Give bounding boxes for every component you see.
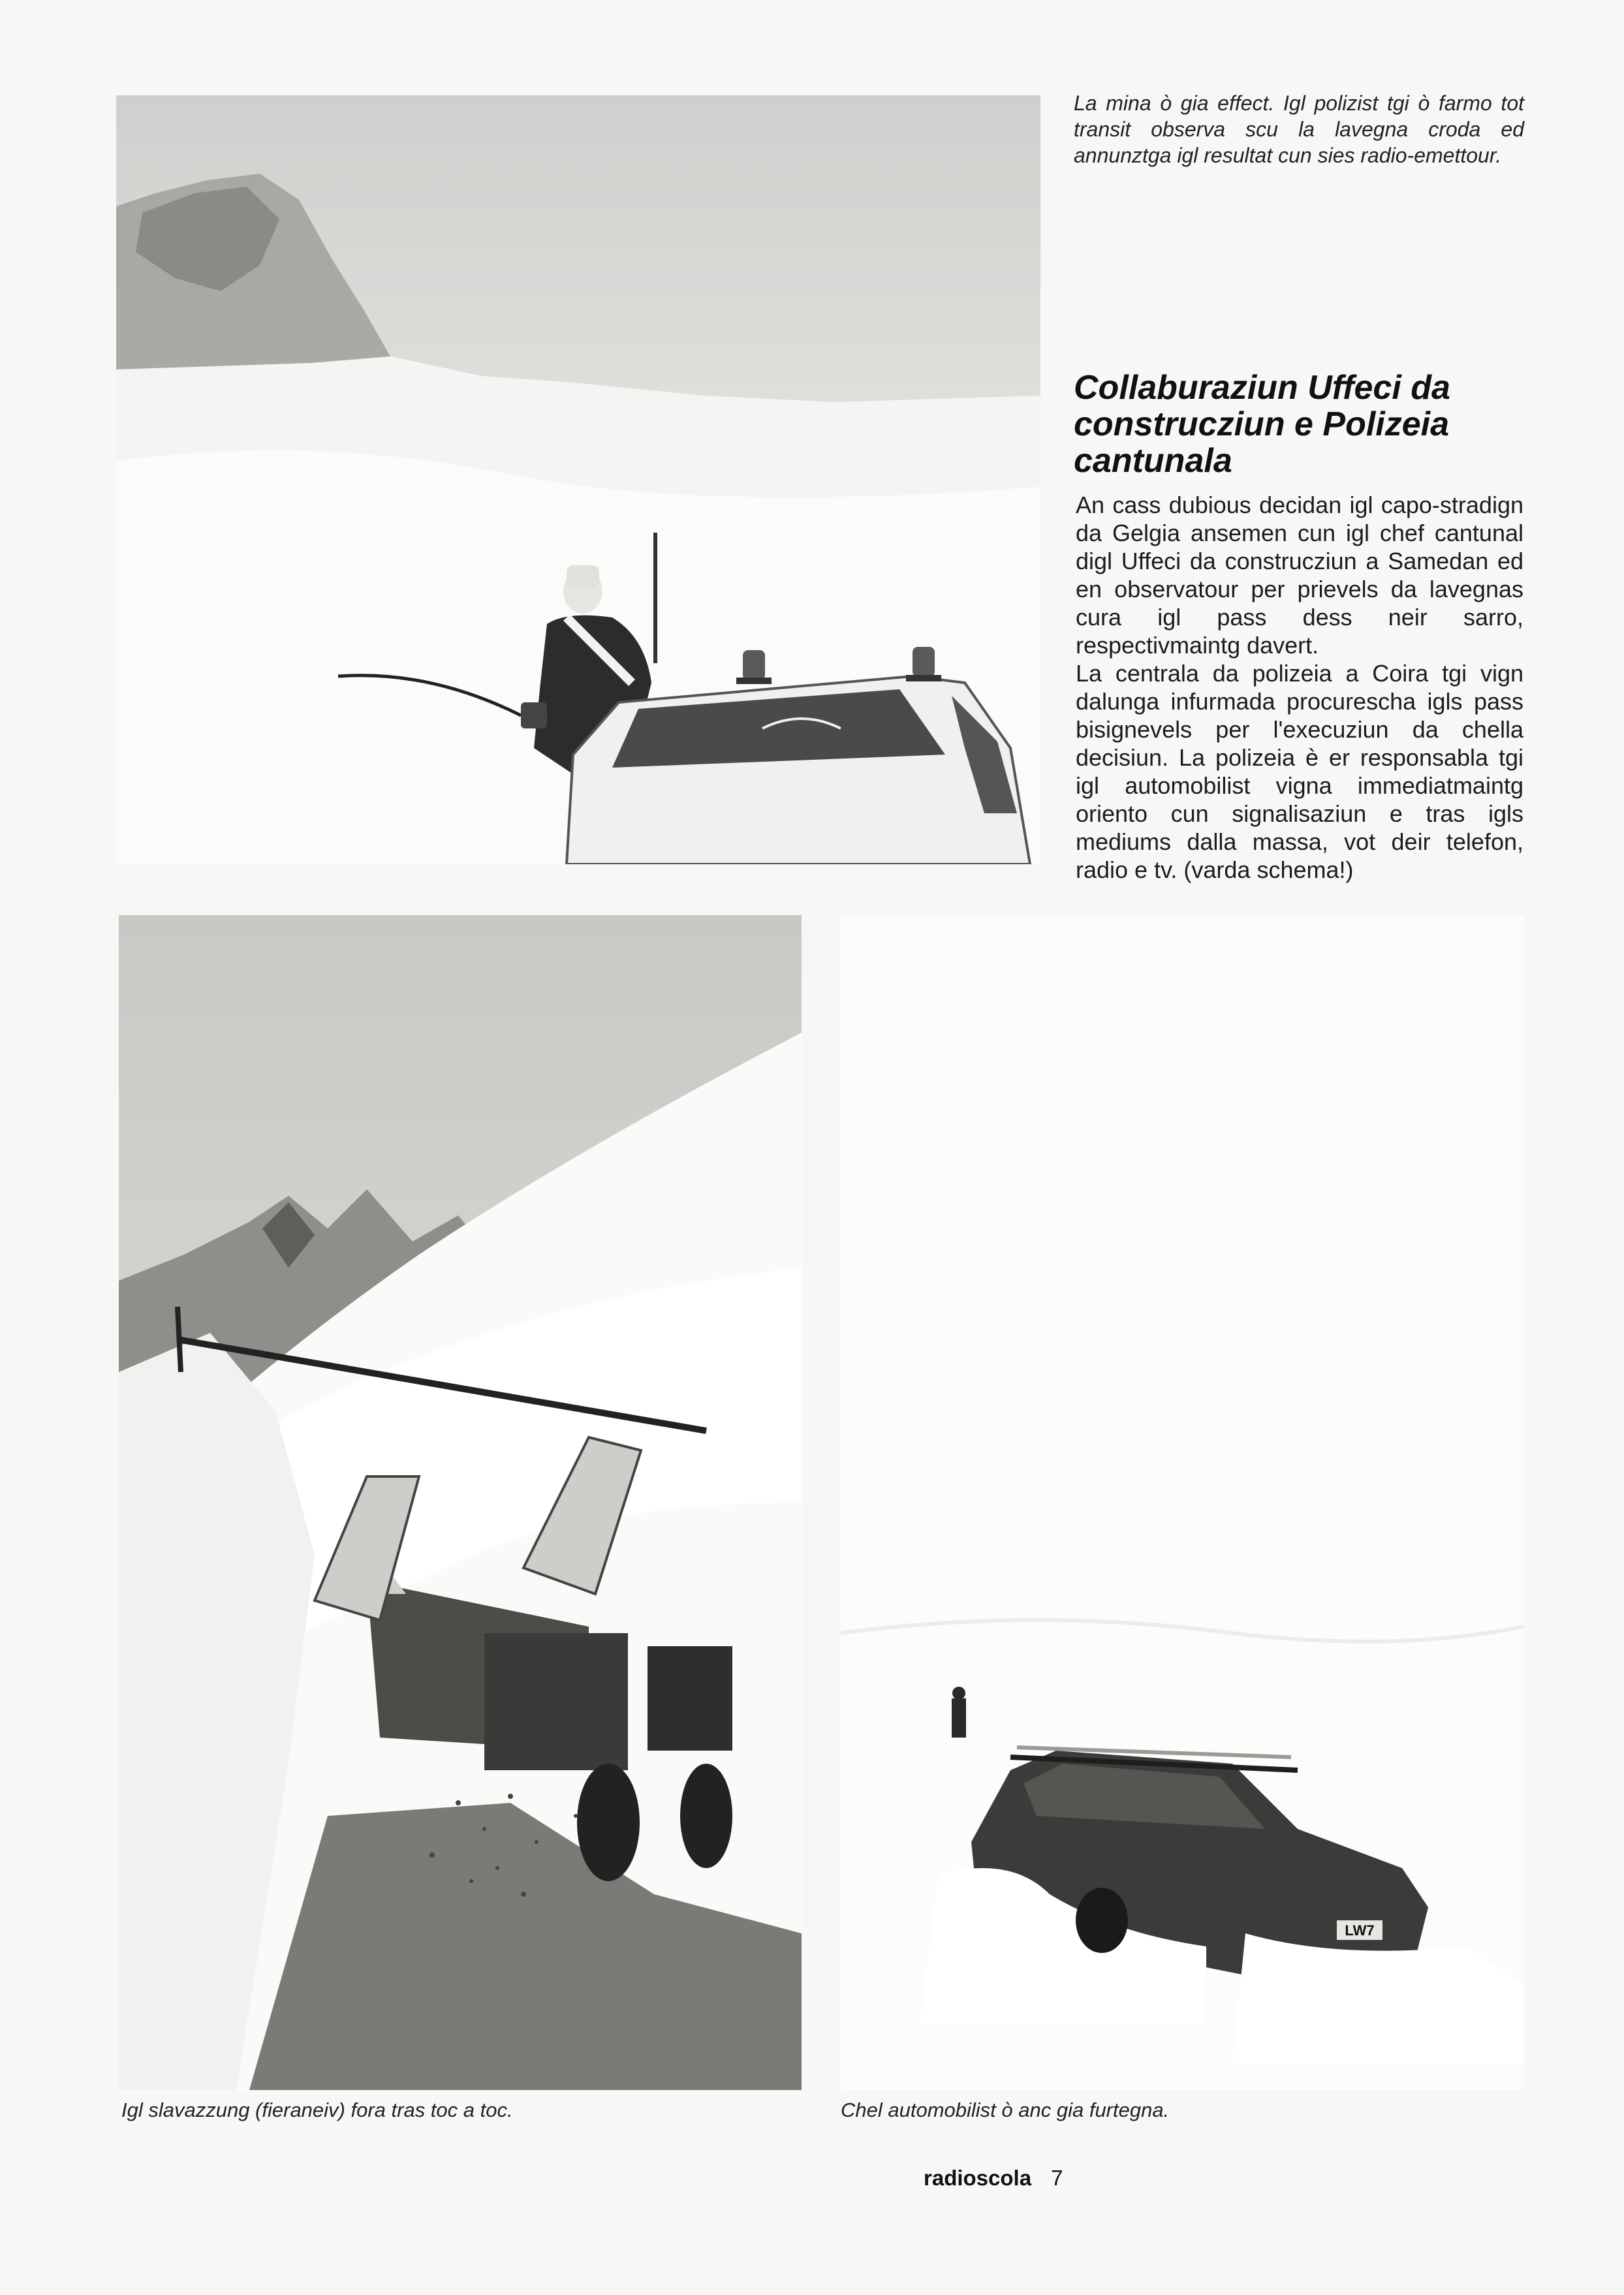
photo-policeman-police-car bbox=[116, 95, 1040, 864]
article-paragraph-1: An cass dubious decidan igl capo-stradign da Gelgia ansemen cun igl chef cantunal digl Uffeci da construcziun a Samedan ed en observatour per prievels da lavegnas cura igl pass dess neir sarro, respectivmaintg davert. bbox=[1076, 492, 1523, 659]
photo-snow-blower bbox=[119, 915, 802, 2090]
article-body bbox=[1076, 491, 1523, 884]
caption-snow-blower: Igl slavazzung (fieraneiv) fora tras toc a toc. bbox=[121, 2099, 513, 2121]
article-heading: Collaburaziun Uffeci da construcziun e Polizeia cantunala bbox=[1074, 369, 1450, 480]
photo-car-in-snow bbox=[841, 915, 1523, 2090]
caption-car: Chel automobilist ò anc gia furtegna. bbox=[841, 2099, 1170, 2121]
caption-policeman: La mina ò gia effect. Igl polizist tgi ò farmo tot transit observa scu la lavegna croda ed annunztga igl resultat cun sies radio-emettour. bbox=[1074, 91, 1524, 167]
car-license-plate: LW7 bbox=[1345, 1922, 1375, 1939]
publication-name: radioscola bbox=[924, 2166, 1032, 2190]
page-number: 7 bbox=[1051, 2166, 1063, 2190]
page-footer bbox=[924, 2166, 1063, 2191]
article-paragraph-2: La centrala da polizeia a Coira tgi vign dalunga infurmada procurescha igls pass bisignevels per l'execuziun da chella decisiun. La polizeia è er responsabla tgi igl automobilist vigna immediatmaintg oriento cun signalisaziun e tras igls mediums dalla massa, vot deir telefon, radio e tv. (varda schema!) bbox=[1076, 660, 1523, 883]
